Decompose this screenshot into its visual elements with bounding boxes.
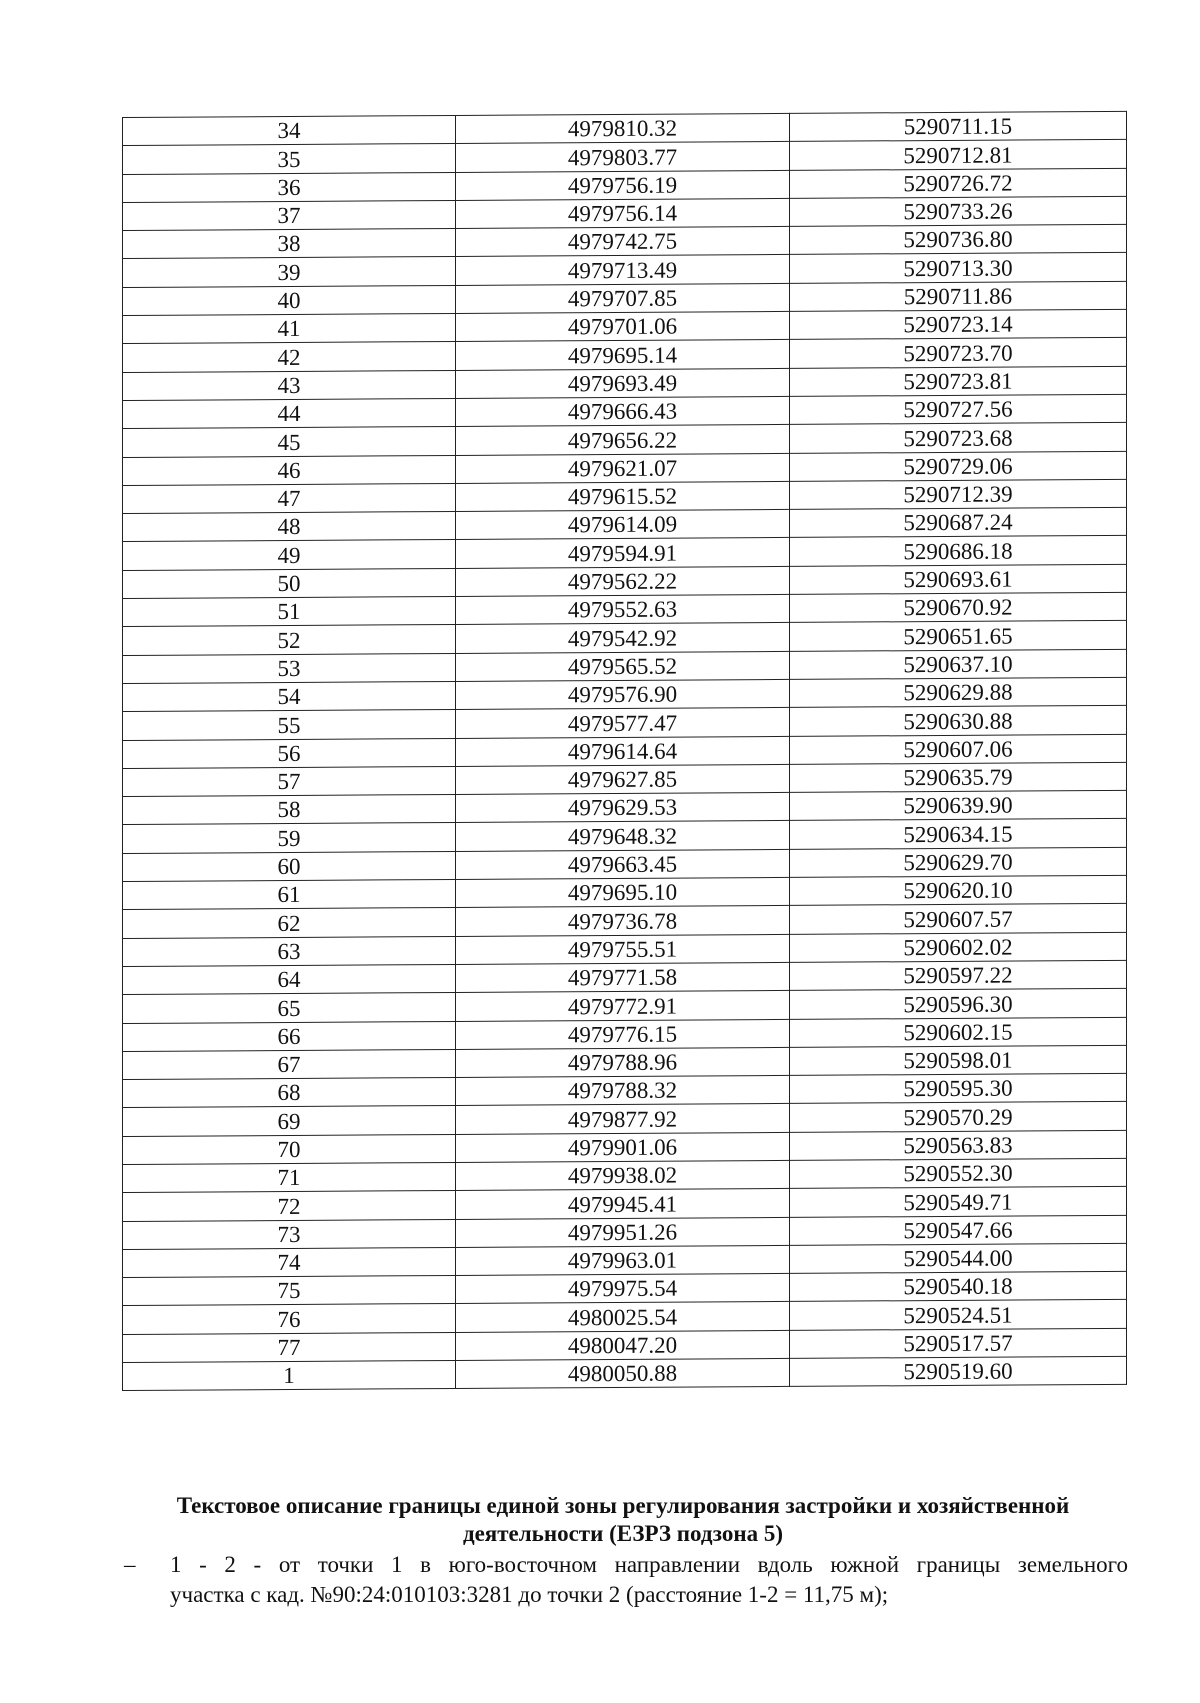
x-coordinate-cell: 4979963.01 [455,1245,789,1275]
point-number-cell: 59 [123,823,456,853]
y-coordinate-cell: 5290524.51 [789,1300,1126,1330]
x-coordinate-cell: 4979615.52 [455,481,789,511]
point-number-cell: 54 [123,681,456,711]
x-coordinate-cell: 4979771.58 [455,962,789,992]
point-number-cell: 36 [123,172,456,202]
point-number-cell: 46 [123,455,456,485]
y-coordinate-cell: 5290693.61 [789,564,1126,594]
x-coordinate-cell: 4979695.10 [455,877,789,907]
point-number-cell: 60 [123,851,456,881]
x-coordinate-cell: 4979975.54 [455,1274,789,1304]
y-coordinate-cell: 5290552.30 [789,1158,1126,1188]
list-dash: – [124,1552,136,1577]
point-number-cell: 71 [123,1162,456,1192]
point-number-cell: 37 [123,200,456,230]
point-number-cell: 72 [123,1191,456,1221]
y-coordinate-cell: 5290723.68 [789,423,1126,453]
x-coordinate-cell: 4979756.19 [455,170,789,200]
y-coordinate-cell: 5290723.70 [789,338,1126,368]
x-coordinate-cell: 4979951.26 [455,1217,789,1247]
point-number-cell: 35 [123,144,456,174]
y-coordinate-cell: 5290637.10 [789,649,1126,679]
x-coordinate-cell: 4979666.43 [455,396,789,426]
x-coordinate-cell: 4979713.49 [455,255,789,285]
point-number-cell: 43 [123,370,456,400]
y-coordinate-cell: 5290711.15 [789,111,1126,141]
point-number-cell: 52 [123,625,456,655]
x-coordinate-cell: 4979627.85 [455,764,789,794]
point-number-cell: 57 [123,766,456,796]
y-coordinate-cell: 5290723.81 [789,366,1126,396]
table-row [123,1356,1127,1390]
description-item-line1: 1 - 2 - от точки 1 в юго-восточном направлении вдоль южной границы земельного [170,1552,1128,1577]
description-title-line1: Текстовое описание границы единой зоны регулирования застройки и хозяйственной [176,1493,1070,1518]
y-coordinate-cell: 5290713.30 [789,253,1126,283]
point-number-cell: 58 [123,795,456,825]
point-number-cell: 76 [123,1304,456,1334]
y-coordinate-cell: 5290598.01 [789,1045,1126,1075]
x-coordinate-cell: 4979594.91 [455,538,789,568]
point-number-cell: 65 [123,993,456,1023]
x-coordinate-cell: 4979577.47 [455,708,789,738]
y-coordinate-cell: 5290630.88 [789,706,1126,736]
y-coordinate-cell: 5290712.81 [789,140,1126,170]
point-number-cell: 62 [123,908,456,938]
x-coordinate-cell: 4979810.32 [455,113,789,143]
point-number-cell: 49 [123,540,456,570]
x-coordinate-cell: 4979663.45 [455,849,789,879]
x-coordinate-cell: 4979614.64 [455,736,789,766]
x-coordinate-cell: 4979736.78 [455,906,789,936]
point-number-cell: 41 [123,314,456,344]
y-coordinate-cell: 5290634.15 [789,819,1126,849]
y-coordinate-cell: 5290596.30 [789,989,1126,1019]
point-number-cell: 68 [123,1078,456,1108]
y-coordinate-cell: 5290540.18 [789,1272,1126,1302]
x-coordinate-cell: 4979803.77 [455,142,789,172]
x-coordinate-cell: 4979756.14 [455,198,789,228]
y-coordinate-cell: 5290723.14 [789,309,1126,339]
x-coordinate-cell: 4980050.88 [455,1358,789,1388]
x-coordinate-cell: 4979772.91 [455,991,789,1021]
point-number-cell: 38 [123,229,456,259]
description-item [118,1550,1128,1610]
y-coordinate-cell: 5290687.24 [789,508,1126,538]
description-title [118,1492,1128,1548]
y-coordinate-cell: 5290736.80 [789,225,1126,255]
point-number-cell: 42 [123,342,456,372]
y-coordinate-cell: 5290597.22 [789,960,1126,990]
point-number-cell: 55 [123,710,456,740]
y-coordinate-cell: 5290629.88 [789,677,1126,707]
point-number-cell: 51 [123,597,456,627]
point-number-cell: 70 [123,1134,456,1164]
y-coordinate-cell: 5290549.71 [789,1187,1126,1217]
x-coordinate-cell: 4979621.07 [455,453,789,483]
x-coordinate-cell: 4979742.75 [455,227,789,257]
point-number-cell: 67 [123,1049,456,1079]
coordinates-table [122,111,1127,1391]
x-coordinate-cell: 4979656.22 [455,425,789,455]
y-coordinate-cell: 5290733.26 [789,196,1126,226]
x-coordinate-cell: 4979938.02 [455,1160,789,1190]
point-number-cell: 66 [123,1021,456,1051]
x-coordinate-cell: 4979755.51 [455,934,789,964]
point-number-cell: 39 [123,257,456,287]
point-number-cell: 47 [123,483,456,513]
point-number-cell: 53 [123,653,456,683]
point-number-cell: 56 [123,738,456,768]
y-coordinate-cell: 5290729.06 [789,451,1126,481]
y-coordinate-cell: 5290712.39 [789,479,1126,509]
x-coordinate-cell: 4979707.85 [455,283,789,313]
boundary-description [118,1492,1128,1610]
x-coordinate-cell: 4979552.63 [455,594,789,624]
point-number-cell: 75 [123,1276,456,1306]
point-number-cell: 50 [123,568,456,598]
x-coordinate-cell: 4979695.14 [455,340,789,370]
x-coordinate-cell: 4980047.20 [455,1330,789,1360]
y-coordinate-cell: 5290711.86 [789,281,1126,311]
point-number-cell: 69 [123,1106,456,1136]
y-coordinate-cell: 5290602.15 [789,1017,1126,1047]
x-coordinate-cell: 4979565.52 [455,651,789,681]
y-coordinate-cell: 5290607.57 [789,904,1126,934]
y-coordinate-cell: 5290570.29 [789,1102,1126,1132]
point-number-cell: 40 [123,285,456,315]
y-coordinate-cell: 5290595.30 [789,1073,1126,1103]
x-coordinate-cell: 4979562.22 [455,566,789,596]
y-coordinate-cell: 5290544.00 [789,1243,1126,1273]
y-coordinate-cell: 5290639.90 [789,790,1126,820]
y-coordinate-cell: 5290519.60 [789,1356,1126,1386]
x-coordinate-cell: 4979576.90 [455,679,789,709]
point-number-cell: 61 [123,879,456,909]
point-number-cell: 1 [123,1361,456,1391]
x-coordinate-cell: 4979701.06 [455,312,789,342]
point-number-cell: 45 [123,427,456,457]
x-coordinate-cell: 4979629.53 [455,793,789,823]
y-coordinate-cell: 5290629.70 [789,847,1126,877]
x-coordinate-cell: 4979614.09 [455,510,789,540]
y-coordinate-cell: 5290547.66 [789,1215,1126,1245]
point-number-cell: 74 [123,1247,456,1277]
point-number-cell: 73 [123,1219,456,1249]
point-number-cell: 63 [123,936,456,966]
y-coordinate-cell: 5290620.10 [789,875,1126,905]
x-coordinate-cell: 4979776.15 [455,1019,789,1049]
point-number-cell: 44 [123,398,456,428]
x-coordinate-cell: 4979693.49 [455,368,789,398]
y-coordinate-cell: 5290727.56 [789,394,1126,424]
point-number-cell: 77 [123,1332,456,1362]
x-coordinate-cell: 4979788.96 [455,1047,789,1077]
y-coordinate-cell: 5290607.06 [789,734,1126,764]
y-coordinate-cell: 5290563.83 [789,1130,1126,1160]
point-number-cell: 64 [123,964,456,994]
point-number-cell: 34 [123,115,456,145]
description-item-line2: участка с кад. №90:24:010103:3281 до точки 2 (расстояние 1-2 = 11,75 м); [170,1582,889,1607]
coordinates-table-body [123,111,1127,1390]
x-coordinate-cell: 4979945.41 [455,1189,789,1219]
x-coordinate-cell: 4979901.06 [455,1132,789,1162]
y-coordinate-cell: 5290651.65 [789,621,1126,651]
y-coordinate-cell: 5290635.79 [789,762,1126,792]
y-coordinate-cell: 5290517.57 [789,1328,1126,1358]
x-coordinate-cell: 4979788.32 [455,1076,789,1106]
y-coordinate-cell: 5290686.18 [789,536,1126,566]
description-title-line2: деятельности (ЕЗРЗ подзона 5) [462,1521,784,1546]
point-number-cell: 48 [123,512,456,542]
x-coordinate-cell: 4980025.54 [455,1302,789,1332]
x-coordinate-cell: 4979542.92 [455,623,789,653]
y-coordinate-cell: 5290670.92 [789,592,1126,622]
y-coordinate-cell: 5290726.72 [789,168,1126,198]
x-coordinate-cell: 4979648.32 [455,821,789,851]
y-coordinate-cell: 5290602.02 [789,932,1126,962]
x-coordinate-cell: 4979877.92 [455,1104,789,1134]
